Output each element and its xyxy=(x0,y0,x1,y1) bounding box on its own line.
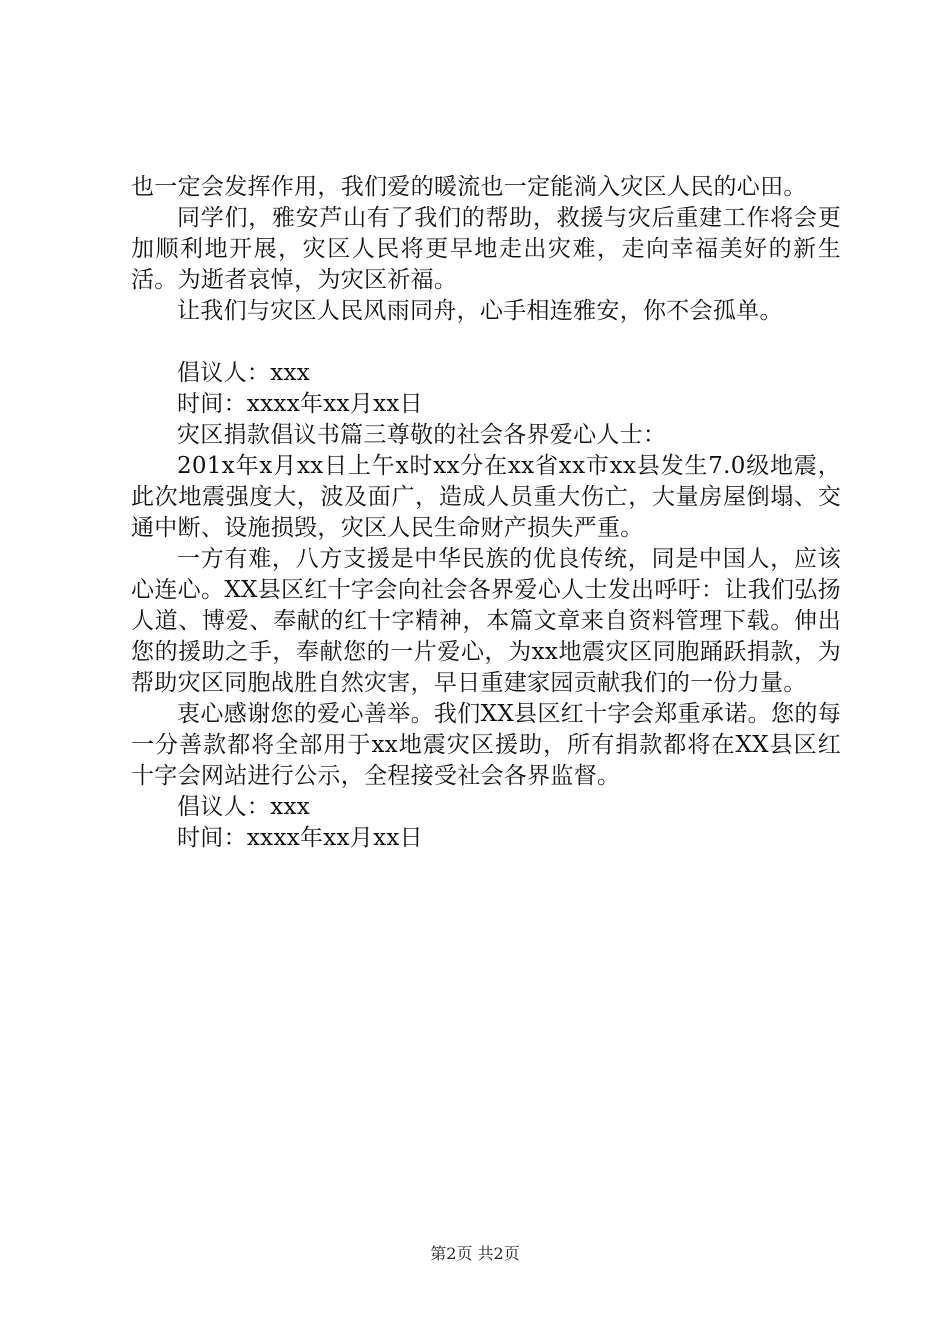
signature-initiator-2: 倡议人：xxx xyxy=(177,794,311,820)
paragraph-thanks: 衷心感谢您的爱心善举。我们XX县区红十字会郑重承诺。您的每一分善款都将全部用于xx地震灾区援助，所有捐款都将在XX县区红十字会网站进行公示，全程接受社会各界监督。 xyxy=(131,701,841,789)
blank-line xyxy=(131,327,841,358)
page-number-footer: 第2页 共2页 xyxy=(430,1244,520,1263)
paragraph-earthquake: 201x年x月xx日上午x时xx分在xx省xx市xx县发生7.0级地震，此次地震强度大，波及面广，造成人员重大伤亡，大量房屋倒塌、交通中断、设施损毁，灾区人民生命财产损失严重。 xyxy=(131,453,841,541)
signature-date: 时间：xxxx年xx月xx日 xyxy=(177,391,423,417)
paragraph-appeal: 一方有难，八方支援是中华民族的优良传统，同是中国人，应该心连心。XX县区红十字会向社会各界爱心人士发出呼吁：让我们弘扬人道、博爱、奉献的红十字精神，本篇文章来自资料管理下载。伸出您的援助之手，奉献您的一片爱心，为xx地震灾区同胞踊跃捐款，为帮助灾区同胞战胜自然灾害，早日重建家园贡献我们的一份力量。 xyxy=(131,546,841,696)
paragraph-heading-part3: 灾区捐款倡议书篇三尊敬的社会各界爱心人士： xyxy=(177,422,667,448)
signature-initiator: 倡议人：xxx xyxy=(177,360,311,386)
paragraph-students: 同学们，雅安芦山有了我们的帮助，救援与灾后重建工作将会更加顺利地开展，灾区人民将更早地走出灾难，走向幸福美好的新生活。为逝者哀悼，为灾区祈福。 xyxy=(131,205,841,293)
paragraph-together: 让我们与灾区人民风雨同舟，心手相连雅安，你不会孤单。 xyxy=(177,298,783,324)
signature-date-2: 时间：xxxx年xx月xx日 xyxy=(177,825,423,851)
document-body xyxy=(131,172,841,854)
paragraph-continuation: 也一定会发挥作用，我们爱的暖流也一定能淌入灾区人民的心田。 xyxy=(131,174,807,200)
